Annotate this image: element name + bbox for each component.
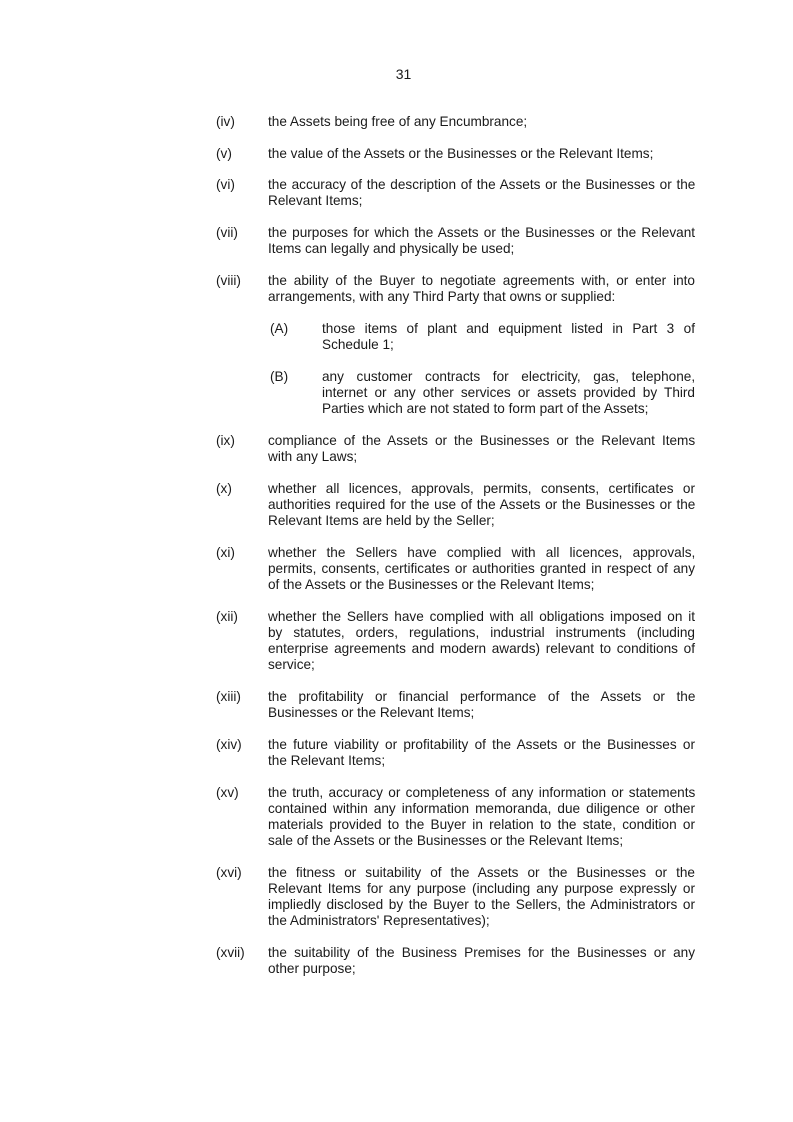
text-line: the value of the Assets or the Businesses or the Relevant Items; bbox=[268, 146, 654, 161]
text-line: materials provided to the Buyer in relation to the state, condition or bbox=[268, 817, 695, 832]
text-line: whether the Sellers have complied with all licences, approvals, bbox=[268, 545, 696, 560]
clause-label: (x) bbox=[216, 481, 232, 496]
text-line: contained within any information memoranda, due diligence or other bbox=[268, 801, 695, 816]
text-line: Relevant Items for any purpose (including any purpose expressly or bbox=[268, 881, 695, 896]
text-line: other purpose; bbox=[268, 961, 356, 976]
text-line: internet or any other services or assets provided by Third bbox=[322, 385, 695, 400]
clause-label: (xvi) bbox=[216, 865, 242, 880]
clause-label: (ix) bbox=[216, 433, 235, 448]
text-line: Items can legally and physically be used; bbox=[268, 241, 515, 256]
clause-text bbox=[268, 785, 695, 849]
text-line: impliedly disclosed by the Buyer to the Sellers, the Administrators or bbox=[268, 897, 695, 912]
text-line: the ability of the Buyer to negotiate agreements with, or enter into bbox=[268, 273, 695, 288]
text-line: service; bbox=[268, 657, 315, 672]
clause-label: (iv) bbox=[216, 114, 235, 129]
clause-text bbox=[268, 114, 695, 130]
subclause-text bbox=[322, 321, 695, 353]
text-line: the Relevant Items; bbox=[268, 753, 386, 768]
subclause-label: (B) bbox=[270, 369, 289, 384]
subclause-label: (A) bbox=[270, 321, 289, 336]
text-line: by statutes, orders, regulations, industrial instruments (including bbox=[268, 625, 695, 640]
clause-text bbox=[268, 273, 695, 305]
text-line: sale of the Assets or the Businesses or the Relevant Items; bbox=[268, 833, 624, 848]
clause-text bbox=[268, 545, 695, 593]
text-line: the Administrators' Representatives); bbox=[268, 913, 490, 928]
text-line: authorities required for the use of the Assets or the Businesses or the bbox=[268, 497, 696, 512]
clause-text bbox=[268, 146, 695, 162]
text-line: the truth, accuracy or completeness of any information or statements bbox=[268, 785, 696, 800]
text-line: whether the Sellers have complied with all obligations imposed on it bbox=[268, 609, 695, 624]
page-number: 31 bbox=[395, 66, 412, 82]
text-line: enterprise agreements and modern awards) relevant to conditions of bbox=[268, 641, 695, 656]
text-line: Relevant Items are held by the Seller; bbox=[268, 513, 495, 528]
text-line: Schedule 1; bbox=[322, 337, 394, 352]
text-line: Relevant Items; bbox=[268, 193, 363, 208]
text-line: compliance of the Assets or the Businesses or the Relevant Items bbox=[268, 433, 696, 448]
text-line: the profitability or financial performance of the Assets or the bbox=[268, 689, 696, 704]
clause-label: (vi) bbox=[216, 177, 235, 192]
clause-text bbox=[268, 609, 695, 673]
clause-label: (xv) bbox=[216, 785, 239, 800]
clause-label: (xiv) bbox=[216, 737, 242, 752]
clause-text bbox=[268, 177, 695, 209]
clause-text bbox=[268, 945, 695, 977]
text-line: the suitability of the Business Premises for the Businesses or any bbox=[268, 945, 695, 960]
clause-label: (viii) bbox=[216, 273, 241, 288]
clause-label: (xii) bbox=[216, 609, 238, 624]
text-line: of the Assets or the Businesses or the Relevant Items; bbox=[268, 577, 595, 592]
text-line: Businesses or the Relevant Items; bbox=[268, 705, 475, 720]
clause-text bbox=[268, 865, 695, 929]
text-line: the future viability or profitability of the Assets or the Businesses or bbox=[268, 737, 695, 752]
clause-label: (xvii) bbox=[216, 945, 245, 960]
clause-text bbox=[268, 433, 695, 465]
text-line: whether all licences, approvals, permits, consents, certificates or bbox=[268, 481, 695, 496]
clause-text bbox=[268, 225, 695, 257]
text-line: arrangements, with any Third Party that owns or supplied: bbox=[268, 289, 616, 304]
text-line: those items of plant and equipment listed in Part 3 of bbox=[322, 321, 695, 336]
clause-label: (v) bbox=[216, 146, 232, 161]
text-line: the Assets being free of any Encumbrance; bbox=[268, 114, 528, 129]
clause-label: (xiii) bbox=[216, 689, 241, 704]
clause-text bbox=[268, 689, 695, 721]
text-line: the fitness or suitability of the Assets or the Businesses or the bbox=[268, 865, 695, 880]
text-line: the accuracy of the description of the Assets or the Businesses or the bbox=[268, 177, 696, 192]
clause-text bbox=[268, 481, 695, 529]
text-line: any customer contracts for electricity, gas, telephone, bbox=[322, 369, 696, 384]
clause-label: (vii) bbox=[216, 225, 238, 240]
clause-label: (xi) bbox=[216, 545, 235, 560]
text-line: with any Laws; bbox=[268, 449, 358, 464]
text-line: the purposes for which the Assets or the Businesses or the Relevant bbox=[268, 225, 696, 240]
text-line: permits, consents, certificates or authorities granted in respect of any bbox=[268, 561, 695, 576]
subclause-text bbox=[322, 369, 695, 417]
text-line: Parties which are not stated to form part of the Assets; bbox=[322, 401, 649, 416]
clause-text bbox=[268, 737, 695, 769]
